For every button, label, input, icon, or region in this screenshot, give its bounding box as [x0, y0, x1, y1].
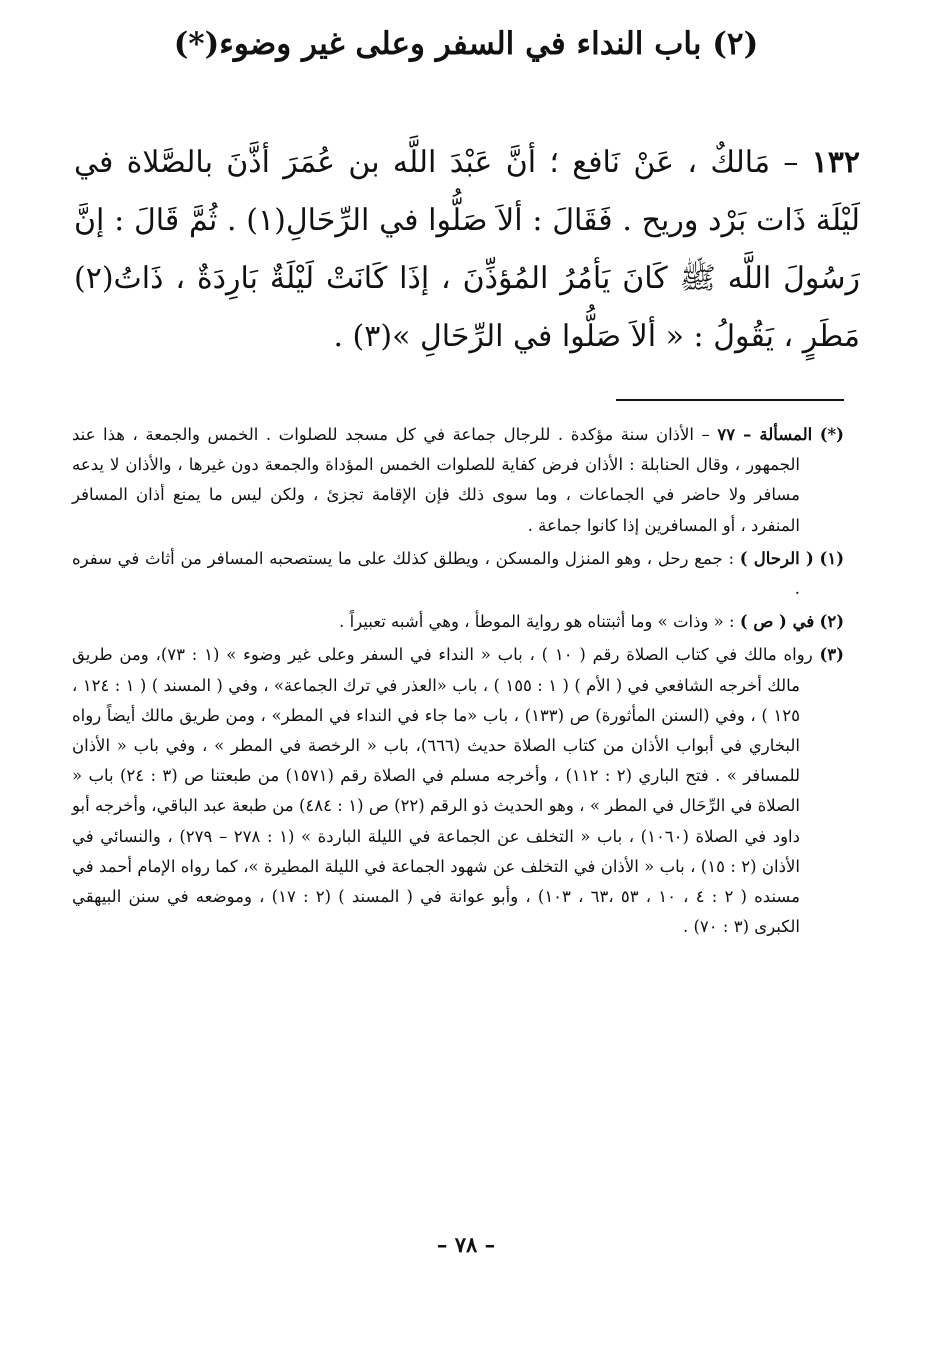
footnote-text: : جمع رحل ، وهو المنزل والمسكن ، ويطلق كذلك على ما يستصحبه المسافر من أثاث في سفره . — [72, 548, 800, 599]
footnote-1 — [72, 544, 844, 604]
page-number: – ٧٨ – — [436, 1232, 496, 1257]
footnote-text: – الأذان سنة مؤكدة . للرجال جماعة في كل مسجد للصلوات . الخمس والجمعة ، هذا عند الجمهور ، وقال الحنابلة : الأذان فرض كفاية للصلوات الخمس المؤداة والجمعة دون غيرها ، والأذان لا يدعه مسافر ولا حاضر في الجماعات ، وما سوى ذلك فإن الإقامة تجزئ ، ولكن ليس ما يمنع أذان المسافر المنفرد ، أو المسافرين إذا كانوا جماعة . — [72, 425, 800, 535]
footnote-marker: (٢) — [819, 612, 844, 632]
footnote-2 — [72, 607, 844, 637]
footnote-divider — [616, 399, 844, 401]
footnote-3 — [72, 640, 844, 942]
footnote-keyword: في ( ص ) — [739, 612, 815, 632]
footnote-marker: (٣) — [819, 645, 844, 665]
footnote-text: : « وذات » وما أثبتناه هو رواية الموطأ ، وهي أشبه تعبيراً . — [339, 612, 735, 632]
chapter-title: (٢) باب النداء في السفر وعلى غير وضوء(*) — [173, 26, 759, 62]
hadith-number: ١٣٢ — [811, 145, 861, 180]
footnote-star — [72, 420, 844, 541]
footnote-keyword: ( الرحال ) — [739, 548, 814, 568]
footnote-text: رواه مالك في كتاب الصلاة رقم ( ١٠ ) ، باب « النداء في السفر وعلى غير وضوء » (١ : ٧٣)، ومن طريق مالك أخرجه الشافعي في ( الأم ) ( ١ : ١٥٥ ) ، باب «العذر في ترك الجماعة» ، وفي ( المسند ) ( ١ : ١٢٤ ، ١٢٥ ) ، وفي (السنن المأثورة) ص (١٣٣) ، باب «ما جاء في النداء في المطر» ، ومن طريق مالك أيضاً رواه البخاري في أبواب الأذان من كتاب الصلاة حديث (٦٦٦)، باب « الرخصة في المطر » ، وفي باب « الأذان للمسافر » . فتح الباري (٢ : ١١٢) ، وأخرجه مسلم في الصلاة رقم (١٥٧١) من طبعتنا ص (٣ : ٢٤) باب « الصلاة في الرِّحَال في المطر » ، وهو الحديث ذو الرقم (٢٢) ص (١ : ٤٨٤) من طبعة عبد الباقي، وأخرجه أبو داود في الصلاة (١٠٦٠) ، باب « التخلف عن الجماعة في الليلة الباردة » (١ : ٢٧٨ – ٢٧٩) ، والنسائي في الأذان (٢ : ١٥) ، باب « الأذان في التخلف عن شهود الجماعة في الليلة المطيرة »، كما رواه الإمام أحمد في مسنده ( ٢ : ٤ ، ١٠ ، ٥٣ ،٦٣ ، ١٠٣) ، وأبو عوانة في ( المسند ) (٢ : ١٧) ، وموضعه في سنن البيهقي الكبرى (٣ : ٧٠) . — [72, 645, 813, 937]
hadith-body: – مَالكٌ ، عَنْ نَافع ؛ أنَّ عَبْدَ اللَّه بن عُمَرَ أذَّنَ بالصَّلاة في لَيْلَة ذَات بَرْد وريح . فَقَالَ : ألاَ صَلُّوا في الرِّحَالِ(١) . ثُمَّ قَالَ : إنَّ رَسُولَ اللَّه ﷺ كَانَ يَأمُرُ المُؤذِّنَ ، إذَا كَانَتْ لَيْلَةٌ بَارِدَةٌ ، ذَاتُ(٢) مَطَرٍ ، يَقُولُ : « ألاَ صَلُّوا في الرِّحَالِ »(٣) . — [74, 145, 860, 354]
footnote-marker: (١) — [819, 548, 844, 568]
footnote-marker: (*) — [819, 425, 844, 444]
footnote-keyword: المسألة – ٧٧ — [717, 425, 813, 444]
hadith-text — [74, 134, 860, 366]
footnotes — [72, 420, 844, 945]
